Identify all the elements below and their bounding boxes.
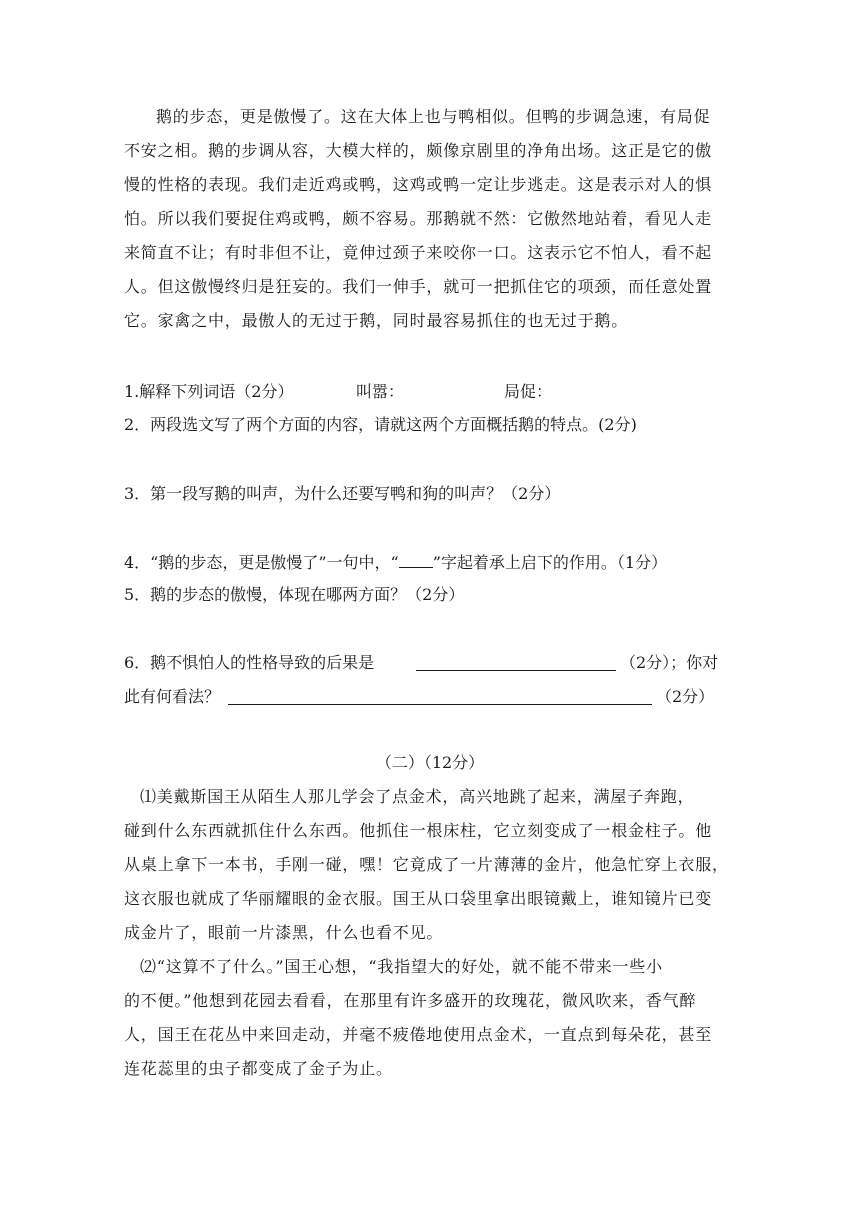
- passage-2-line: 成金片了，眼前一片漆黑，什么也看不见。: [124, 923, 444, 942]
- question-3: 3．第一段写鹅的叫声，为什么还要写鸭和狗的叫声？（2分）: [124, 484, 561, 503]
- question-6-label: 6．鹅不惧怕人的性格导致的后果是: [124, 653, 375, 672]
- question-1: [124, 381, 553, 403]
- question-1-term-2: 局促：: [504, 382, 553, 401]
- question-1-term-1: 叫嚣：: [356, 382, 405, 401]
- question-1-label: 1.解释下列词语（2分）: [124, 382, 294, 401]
- question-6-answer-blank-2[interactable]: [228, 688, 652, 705]
- passage-2-line: 人，国王在花丛中来回走动，并毫不疲倦地使用点金术，一直点到每朵花，甚至: [124, 1025, 713, 1044]
- question-6-score-2: （2分）: [656, 687, 715, 706]
- passage-1-line: 它。家禽之中，最傲人的无过于鹅，同时最容易抓住的也无过于鹅。: [124, 311, 629, 330]
- question-4-text-after: ”字起着承上启下的作用。（1分）: [432, 553, 668, 572]
- passage-1-line: 鹅的步态，更是傲慢了。这在大体上也与鸭相似。但鸭的步调急速，有局促: [156, 107, 711, 126]
- passage-2-line: 从桌上拿下一本书，手刚一碰，嘿！它竟成了一片薄薄的金片，他急忙穿上衣服，: [124, 855, 729, 874]
- passage-2-line: 碰到什么东西就抓住什么东西。他抓住一根床柱，它立刻变成了一根金柱子。他: [124, 821, 713, 840]
- passage-1-line: 不安之相。鹅的步调从容，大模大样的，颇像京剧里的净角出场。这正是它的傲: [124, 141, 713, 160]
- question-4-blank[interactable]: [399, 551, 433, 568]
- question-6-answer-blank-1[interactable]: [416, 654, 616, 671]
- question-2: 2．两段选文写了两个方面的内容，请就这两个方面概括鹅的特点。(2分): [124, 415, 637, 434]
- passage-1-line: 人。但这傲慢终归是狂妄的。我们一伸手，就可一把抓住它的项颈，而任意处置: [124, 277, 713, 296]
- passage-1-line: 慢的性格的表现。我们走近鸡或鸭，这鸡或鸭一定让步逃走。这是表示对人的惧: [124, 175, 713, 194]
- section-2-title: （二）（12分）: [375, 753, 485, 772]
- passage-2-line: ⑵“这算不了什么。”国王心想，“我指望大的好处，就不能不带来一些小: [140, 957, 663, 976]
- passage-1-line: 怕。所以我们要捉住鸡或鸭，颇不容易。那鹅就不然：它傲然地站着，看见人走: [124, 209, 713, 228]
- question-6-line-2: [124, 686, 715, 708]
- question-4-text-before: 4．“鹅的步态，更是傲慢了”一句中，“: [124, 553, 399, 572]
- question-6-line-1: [124, 652, 719, 674]
- passage-2-line: 这衣服也就成了华丽耀眼的金衣服。国王从口袋里拿出眼镜戴上，谁知镜片已变: [124, 889, 713, 908]
- passage-1-line: 来简直不让；有时非但不让，竟伸过颈子来咬你一口。这表示它不怕人，看不起: [124, 243, 713, 262]
- passage-2-line: ⑴美戴斯国王从陌生人那儿学会了点金术，高兴地跳了起来，满屋子奔跑，: [140, 787, 695, 806]
- question-6-score-1: （2分）；你对: [620, 653, 719, 672]
- passage-2-line: 的不便。”他想到花园去看看，在那里有许多盛开的玫瑰花，微风吹来，香气醉: [124, 991, 697, 1010]
- question-4: [124, 551, 667, 574]
- question-5: 5．鹅的步态的傲慢，体现在哪两方面？（2分）: [124, 585, 465, 604]
- passage-2-line: 连花蕊里的虫子都变成了金子为止。: [124, 1059, 393, 1078]
- question-6-label-2: 此有何看法？: [124, 687, 221, 706]
